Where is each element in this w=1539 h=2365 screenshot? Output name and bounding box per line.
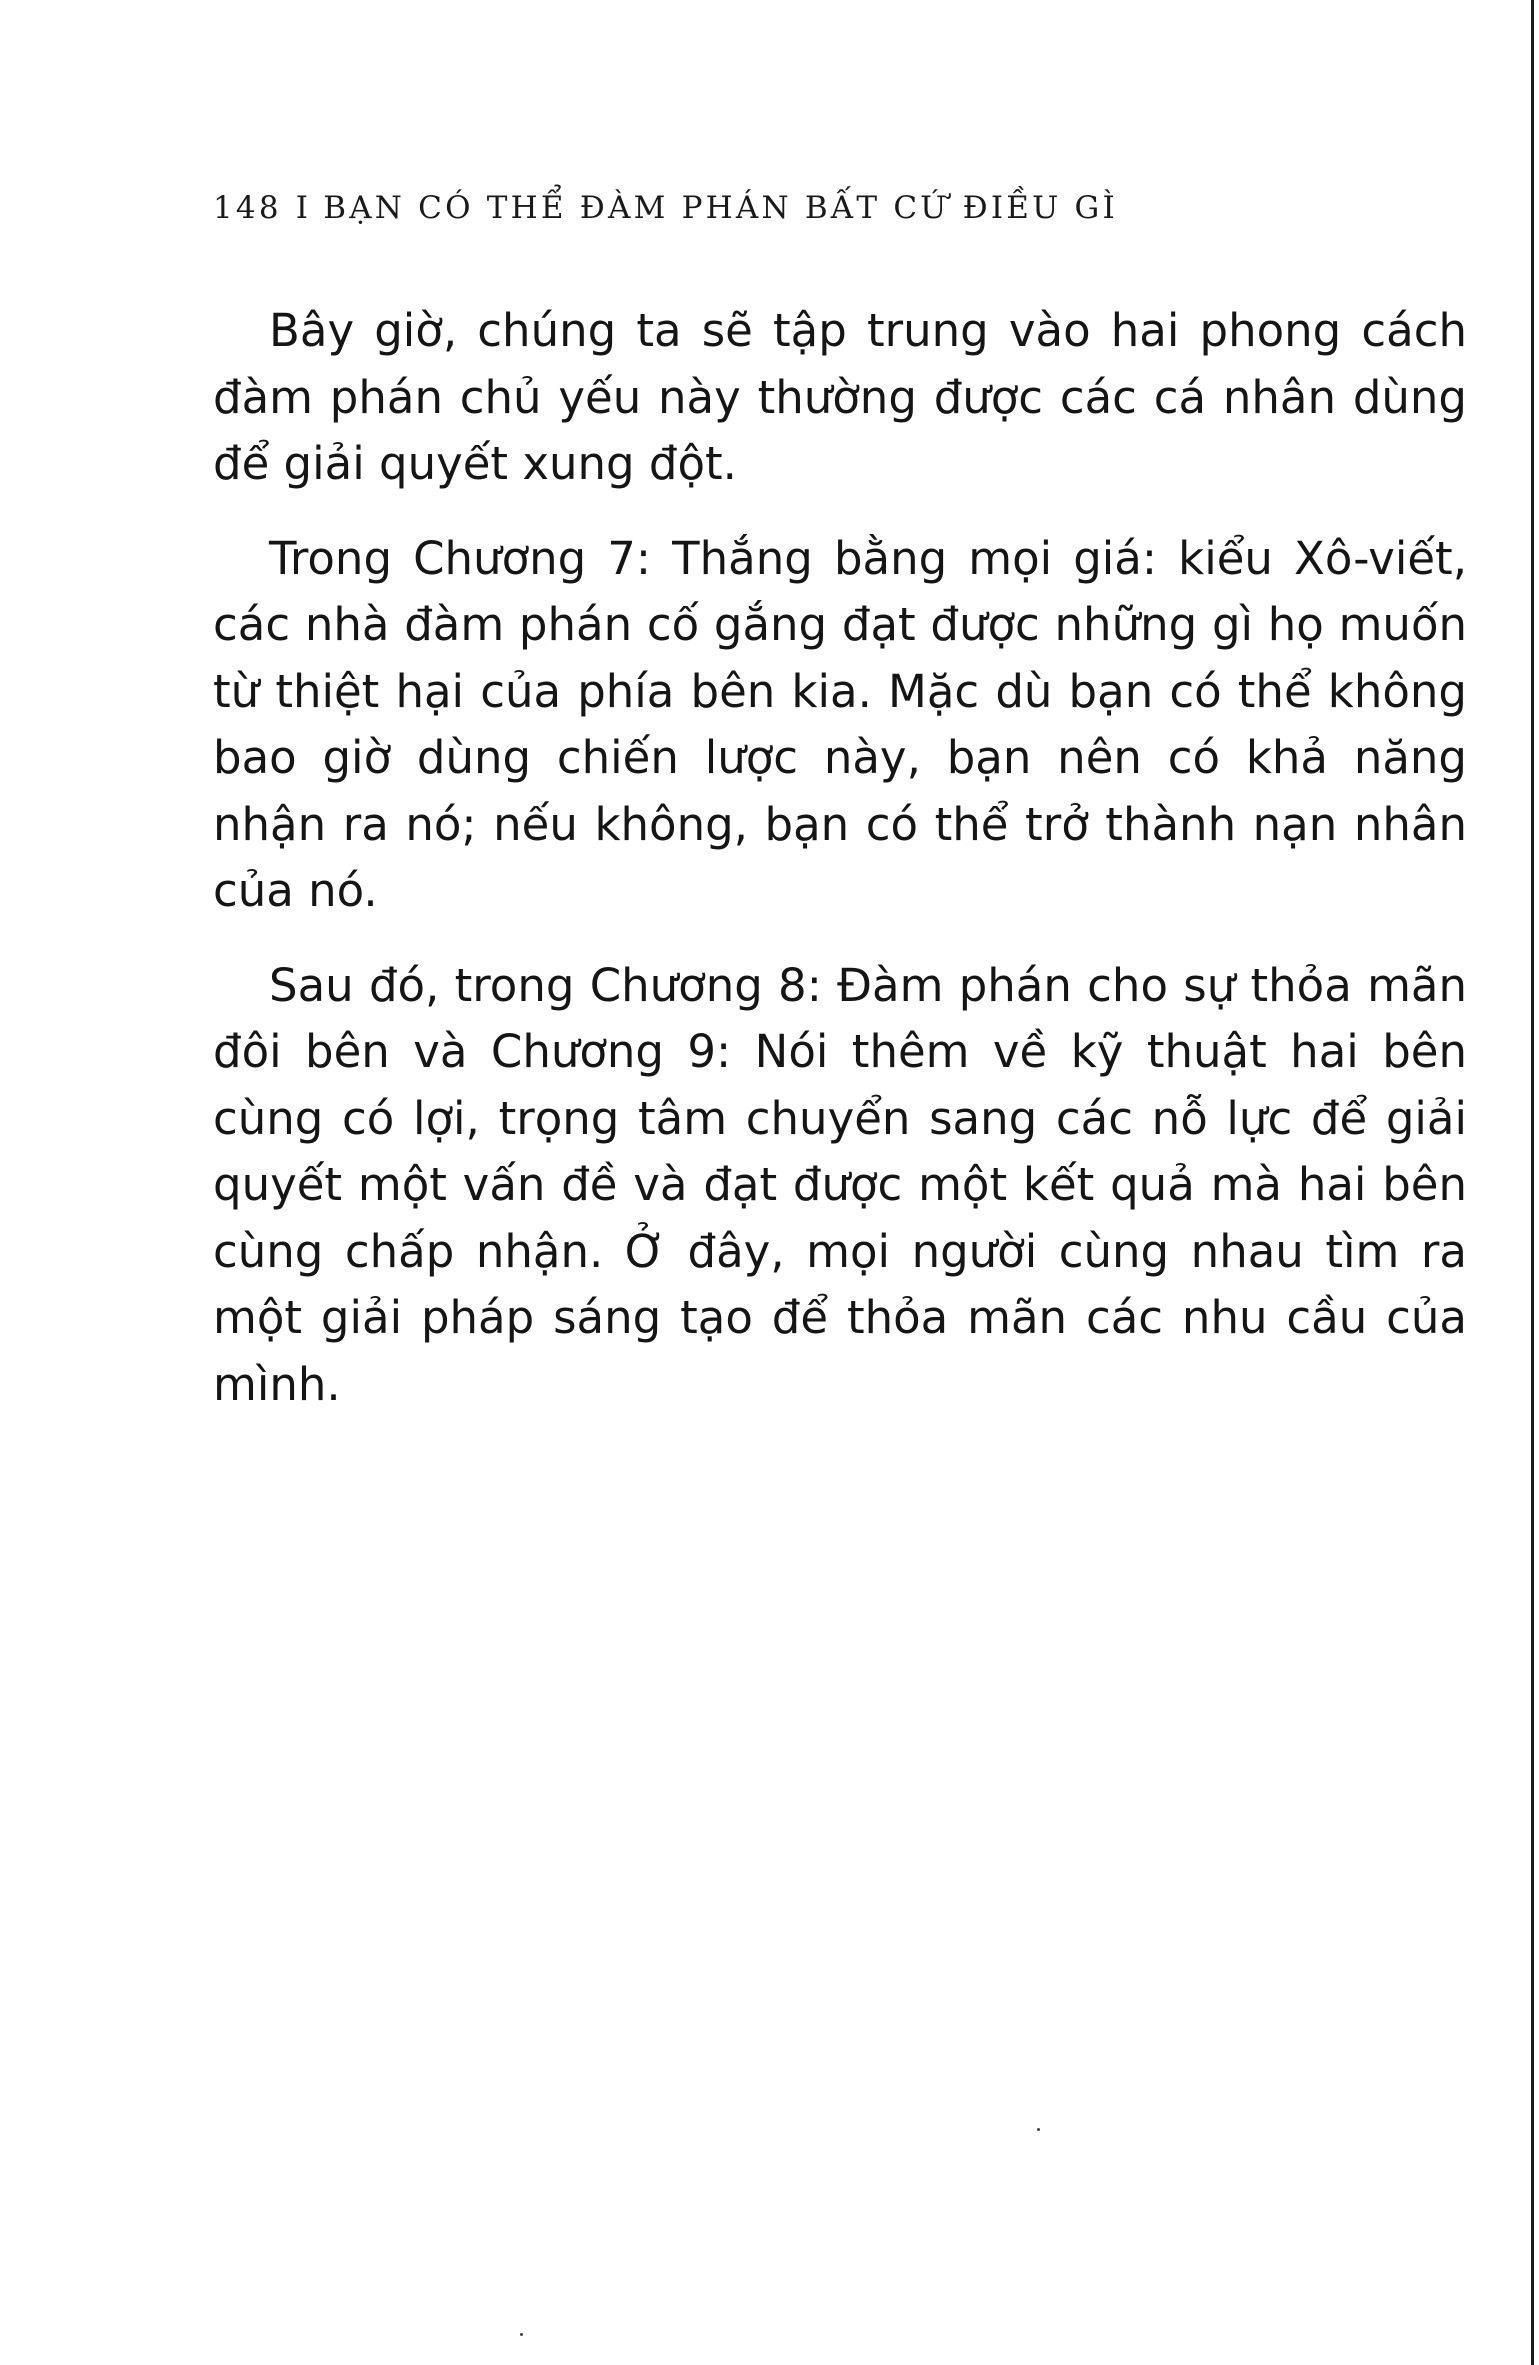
scan-speck <box>1037 2128 1040 2131</box>
running-header <box>213 190 1118 226</box>
page-body <box>213 298 1467 1446</box>
header-separator: I <box>295 190 312 226</box>
book-title: BẠN CÓ THỂ ĐÀM PHÁN BẤT CỨ ĐIỀU GÌ <box>323 190 1118 226</box>
scan-edge-border <box>1531 0 1534 2365</box>
scan-speck <box>520 2333 523 2336</box>
paragraph-1: Bây giờ, chúng ta sẽ tập trung vào hai phong cách đàm phán chủ yếu này thường được các cá nhân dùng để giải quyết xung đột. <box>213 304 1467 490</box>
paragraph-2: Trong Chương 7: Thắng bằng mọi giá: kiểu Xô-viết, các nhà đàm phán cố gắng đạt được những gì họ muốn từ thiệt hại của phía bên kia. Mặc dù bạn có thể không bao giờ dùng chiến lược này, bạn nên có khả năng nhận ra nó; nếu không, bạn có thể trở thành nạn nhân của nó. <box>213 531 1467 917</box>
paragraph-3: Sau đó, trong Chương 8: Đàm phán cho sự thỏa mãn đôi bên và Chương 9: Nói thêm về kỹ thuật hai bên cùng có lợi, trọng tâm chuyển sang các nỗ lực để giải quyết một vấn đề và đạt được một kết quả mà hai bên cùng chấp nhận. Ở đây, mọi người cùng nhau tìm ra một giải pháp sáng tạo để thỏa mãn các nhu cầu của mình. <box>213 958 1467 1411</box>
page-number: 148 <box>213 190 282 226</box>
